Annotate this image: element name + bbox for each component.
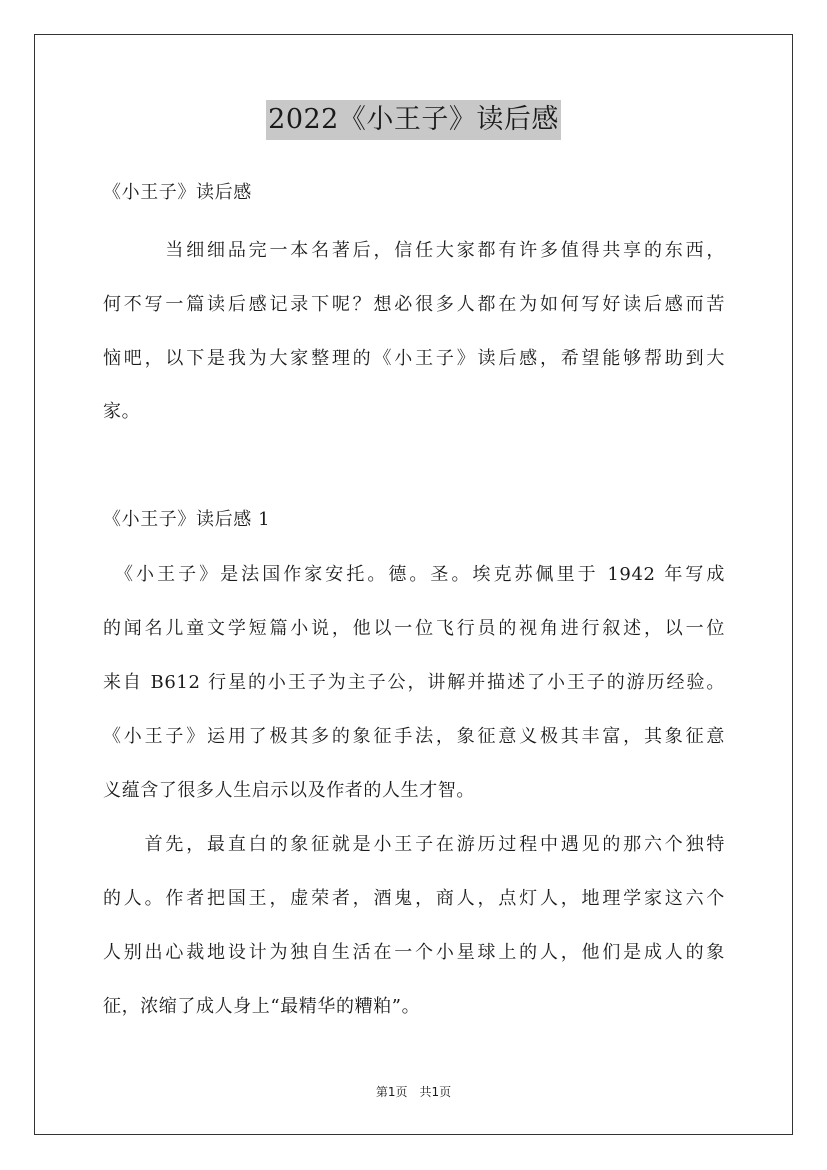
paragraph-line: 首先，最直白的象征就是小王子在游历过程中遇见的那六个独特 bbox=[103, 834, 725, 855]
document-title: 2022《小王子》读后感 bbox=[266, 100, 561, 140]
paragraph-line: 征，浓缩了成人身上“最精华的糟粕”。 bbox=[103, 996, 421, 1017]
paragraph-line: 恼吧，以下是我为大家整理的《小王子》读后感，希望能够帮助到大 bbox=[103, 348, 725, 369]
paragraph-line: 何不写一篇读后感记录下呢？想必很多人都在为如何写好读后感而苦 bbox=[103, 294, 725, 315]
paragraph-line: 人别出心裁地设计为独自生活在一个小星球上的人，他们是成人的象 bbox=[103, 942, 725, 963]
section-heading: 《小王子》读后感 bbox=[103, 182, 252, 203]
paragraph-line: 家。 bbox=[103, 401, 141, 422]
paragraph-line: 《小王子》运用了极其多的象征手法，象征意义极其丰富，其象征意 bbox=[103, 726, 725, 747]
section-heading: 《小王子》读后感 1 bbox=[103, 509, 271, 530]
page-number: 第1页 共1页 bbox=[375, 1085, 452, 1099]
paragraph-line: 来自 B612 行星的小王子为主子公，讲解并描述了小王子的游历经验。 bbox=[103, 672, 725, 693]
title-container bbox=[0, 100, 827, 140]
paragraph-line: 的人。作者把国王，虚荣者，酒鬼，商人，点灯人，地理学家这六个 bbox=[103, 888, 725, 909]
paragraph-line: 当细细品完一本名著后，信任大家都有许多值得共享的东西， bbox=[103, 240, 725, 261]
paragraph-line: 的闻名儿童文学短篇小说，他以一位飞行员的视角进行叙述，以一位 bbox=[103, 618, 725, 639]
paragraph-line: 义蕴含了很多人生启示以及作者的人生才智。 bbox=[103, 780, 475, 801]
paragraph-line: 《小王子》是法国作家安托。德。圣。埃克苏佩里于 1942 年写成 bbox=[103, 564, 725, 585]
